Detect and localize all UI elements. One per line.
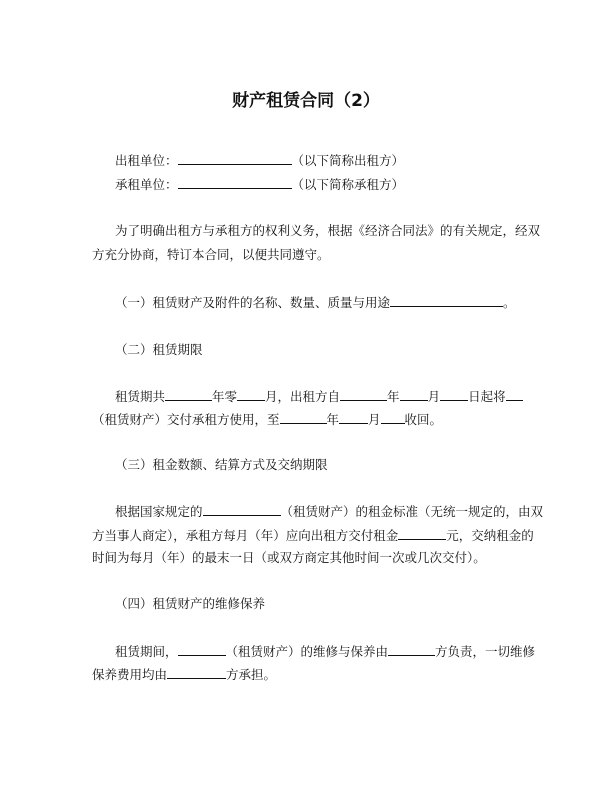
text: （租赁财产）的租金标准（无统一规定的，由双: [280, 504, 544, 519]
section-3-line-2: [92, 527, 534, 544]
text: 方当事人商定），承租方每月（年）应向出租方交付租金: [92, 528, 399, 543]
text: 保养费用均由: [92, 667, 168, 682]
property-blank[interactable]: [390, 294, 503, 307]
text: 元，交纳租金的: [446, 528, 534, 543]
blank[interactable]: [339, 411, 368, 424]
section-2-line-2: [92, 411, 442, 428]
blank[interactable]: [506, 388, 523, 401]
blank[interactable]: [400, 388, 428, 401]
section-2-line-1: [115, 388, 520, 405]
text: 根据国家规定的: [115, 504, 203, 519]
text: （租赁财产）的维修与保养由: [225, 644, 389, 659]
section-3-line-3: 时间为每月（年）的最末一日（或双方商定其他时间一次或几次交付）。: [92, 550, 486, 565]
section-1-text: （一）租赁财产及附件的名称、数量、质量与用途: [115, 295, 391, 310]
blank[interactable]: [178, 643, 226, 656]
text: 方承担。: [226, 667, 277, 682]
text: 收回。: [404, 412, 443, 427]
blank[interactable]: [440, 388, 468, 401]
section-3-line-1: [115, 503, 544, 520]
section-3-heading: （三）租金数额、结算方式及交纳期限: [115, 457, 328, 472]
section-4-line-1: [115, 643, 536, 660]
section-1: [115, 294, 516, 311]
section-4-line-2: [92, 666, 276, 683]
text: 年零: [212, 389, 238, 404]
lessor-blank[interactable]: [178, 152, 292, 165]
text: 年: [326, 412, 340, 427]
section-1-end: 。: [503, 295, 516, 310]
text: 方负责，一切维修: [435, 644, 536, 659]
blank[interactable]: [165, 388, 212, 401]
section-2-heading: （二）租赁期限: [115, 342, 203, 357]
blank[interactable]: [280, 411, 327, 424]
lessee-line: [115, 176, 404, 193]
blank[interactable]: [167, 666, 226, 679]
blank[interactable]: [388, 643, 435, 656]
text: 租赁期共: [115, 389, 166, 404]
text: （租赁财产）交付承租方使用，至: [92, 412, 280, 427]
lessee-note: （以下简称承租方）: [291, 177, 405, 192]
intro-line-2: 方充分协商，特订本合同，以便共同遵守。: [92, 247, 330, 262]
lessor-label: 出租单位：: [115, 153, 178, 168]
blank[interactable]: [203, 503, 281, 516]
blank[interactable]: [237, 388, 265, 401]
lessee-label: 承租单位：: [115, 177, 178, 192]
blank[interactable]: [398, 527, 446, 540]
text: 月，出租方自: [265, 389, 341, 404]
document-title: 财产租赁合同（2）: [232, 91, 380, 111]
section-4-heading: （四）租赁财产的维修保养: [115, 596, 266, 611]
text: 年: [387, 389, 400, 404]
text: 月: [427, 389, 441, 404]
lessor-line: [115, 152, 404, 169]
lessor-note: （以下简称出租方）: [291, 153, 405, 168]
text: 月: [368, 412, 381, 427]
intro-line-1: 为了明确出租方与承租方的权利义务，根据《经济合同法》的有关规定，经双: [115, 223, 541, 238]
text: 日起将: [468, 389, 506, 404]
blank[interactable]: [340, 388, 387, 401]
blank[interactable]: [381, 411, 405, 424]
text: 租赁期间，: [115, 644, 178, 659]
lessee-blank[interactable]: [178, 176, 292, 189]
